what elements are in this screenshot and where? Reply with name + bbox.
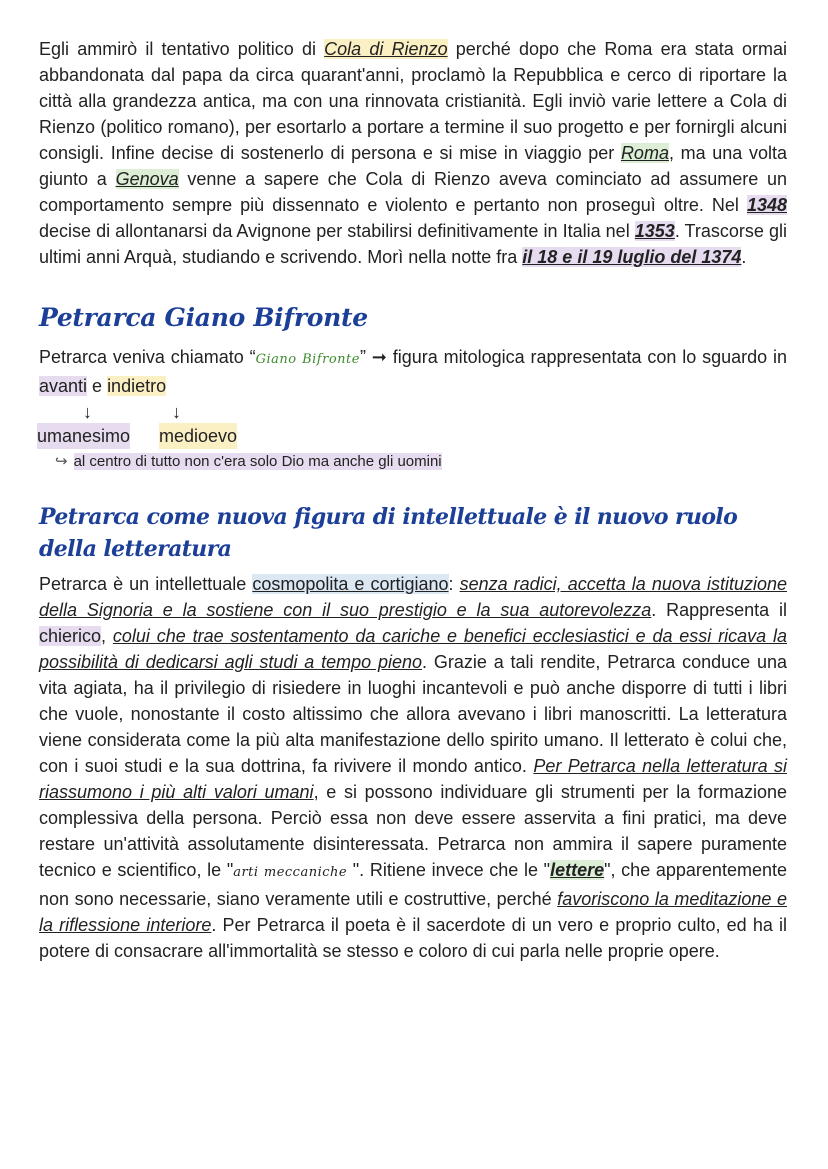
text-span: e bbox=[87, 376, 108, 396]
highlight-death-date: il 18 e il 19 luglio del 1374 bbox=[522, 247, 742, 267]
text-span: . Trascorse gli ultimi anni Arquà, studiando e scrivendo. Morì nella notte fra bbox=[39, 221, 787, 267]
text-span: , ma una volta giunto a bbox=[39, 143, 788, 189]
underline-valori-umani: Per Petrarca nella letteratura si riassumono i più alti valori umani bbox=[39, 756, 787, 802]
highlight-roma: Roma bbox=[620, 143, 669, 163]
text-span: , e si possono individuare gli strumenti per la formazione complessiva della persona. Perciò essa non deve essere asservita a fini pratici, ma deve restare un'attività assolutamente disinteressata. Petrarca non ammira il sapere puramente tecnico e scientifico, le " bbox=[39, 782, 787, 880]
note-row bbox=[55, 451, 787, 473]
text-span: ", che apparentemente non sono necessarie, siano veramente utili e costruttive, perché bbox=[39, 860, 787, 909]
highlight-chierico: chierico bbox=[39, 626, 102, 646]
text-span: Egli ammirò il tentativo politico di bbox=[39, 39, 325, 59]
text-span: Petrarca veniva chiamato “ bbox=[39, 347, 256, 367]
text-span: decise di allontanarsi da Avignone per stabilirsi definitivamente in Italia nel bbox=[39, 221, 635, 241]
underline-colui-che-trae: colui che trae sostentamento da cariche e benefici ecclesiastici e da essi ricava la possibilità di dedicarsi agli studi a tempo pieno bbox=[39, 626, 787, 672]
underline-meditazione: favoriscono la meditazione e la riflessione interiore bbox=[39, 889, 787, 935]
arti-meccaniche: arti meccaniche bbox=[233, 865, 348, 880]
highlight-year-1348: 1348 bbox=[746, 195, 787, 215]
intellettuale-paragraph bbox=[39, 571, 787, 964]
underline-senza-radici: senza radici, accetta la nuova istituzione della Signoria e la sostiene con il suo prestigio e la sua autorevolezza bbox=[39, 574, 787, 620]
giano-paragraph bbox=[39, 344, 787, 399]
curved-arrow-icon: ↪ bbox=[55, 453, 68, 470]
highlight-genova: Genova bbox=[115, 169, 179, 189]
nickname-giano-bifronte: Giano Bifronte bbox=[255, 352, 360, 367]
section-title-intellettuale: Petrarca come nuova figura di intellettuale è il nuovo ruolo della letteratura bbox=[39, 504, 738, 562]
label-row bbox=[39, 423, 787, 449]
document-page bbox=[39, 36, 787, 964]
highlight-year-1353: 1353 bbox=[634, 221, 675, 241]
arrow-row bbox=[39, 399, 787, 423]
text-span: . Grazie a tali rendite, Petrarca conduce una vita agiata, ha il privilegio di risiedere in luoghi incantevoli e può anche disporre di tutti i libri che vuole, nonostante il costo altissimo che allora avevano i libri manoscritti. La letteratura viene considerata come la più alta manifestazione dello spirito umano. Il letterato è colui che, con i suoi studi e la sua dottrina, fa rivivere il mondo antico. bbox=[39, 652, 788, 776]
text-span: . Per Petrarca il poeta è il sacerdote di un vero e proprio culto, ed ha il potere di consacrare all'immortalità se stesso e coloro di cui parla nelle proprie opere. bbox=[39, 915, 788, 961]
text-span: perché dopo che Roma era stata ormai abbandonata dal papa da circa quarant'anni, proclamò la Repubblica e cerco di riportare la città alla grandezza antica, ma con una rinnovata cristianità. Egli inviò varie lettere a Cola di Rienzo (politico romano), per esortarlo a portare a termine il suo progetto e per fornirgli alcuni consigli. Infine decise di sostenerlo di persona e si mise in viaggio per bbox=[39, 39, 788, 163]
highlight-indietro: indietro bbox=[107, 376, 167, 396]
section-title-giano-bifronte: Petrarca Giano Bifronte bbox=[39, 303, 368, 332]
down-arrow-icon: ↓ bbox=[83, 402, 92, 422]
note-text: al centro di tutto non c'era solo Dio ma anche gli uomini bbox=[73, 453, 442, 470]
highlight-lettere: lettere bbox=[550, 860, 605, 880]
text-span: ". Ritiene invece che le " bbox=[347, 860, 551, 880]
down-arrow-icon: ↓ bbox=[172, 402, 181, 422]
highlight-avanti: avanti bbox=[39, 376, 88, 396]
biography-paragraph bbox=[39, 36, 787, 270]
label-umanesimo: umanesimo bbox=[37, 423, 130, 449]
text-span: : bbox=[448, 574, 460, 594]
text-span: . bbox=[741, 247, 747, 267]
highlight-cola-di-rienzo: Cola di Rienzo bbox=[324, 39, 448, 59]
text-span: venne a sapere che Cola di Rienzo aveva cominciato ad assumere un comportamento sempre più dissennato e violento e pertanto non proseguì oltre. Nel bbox=[39, 169, 788, 215]
text-span: , bbox=[101, 626, 113, 646]
text-span: ” ➞ figura mitologica rappresentata con lo sguardo in bbox=[359, 347, 788, 367]
text-span: Petrarca è un intellettuale bbox=[39, 574, 253, 594]
text-span: . Rappresenta il bbox=[651, 600, 787, 620]
highlight-cosmopolita: cosmopolita e cortigiano bbox=[252, 574, 449, 594]
label-medioevo: medioevo bbox=[159, 423, 237, 449]
